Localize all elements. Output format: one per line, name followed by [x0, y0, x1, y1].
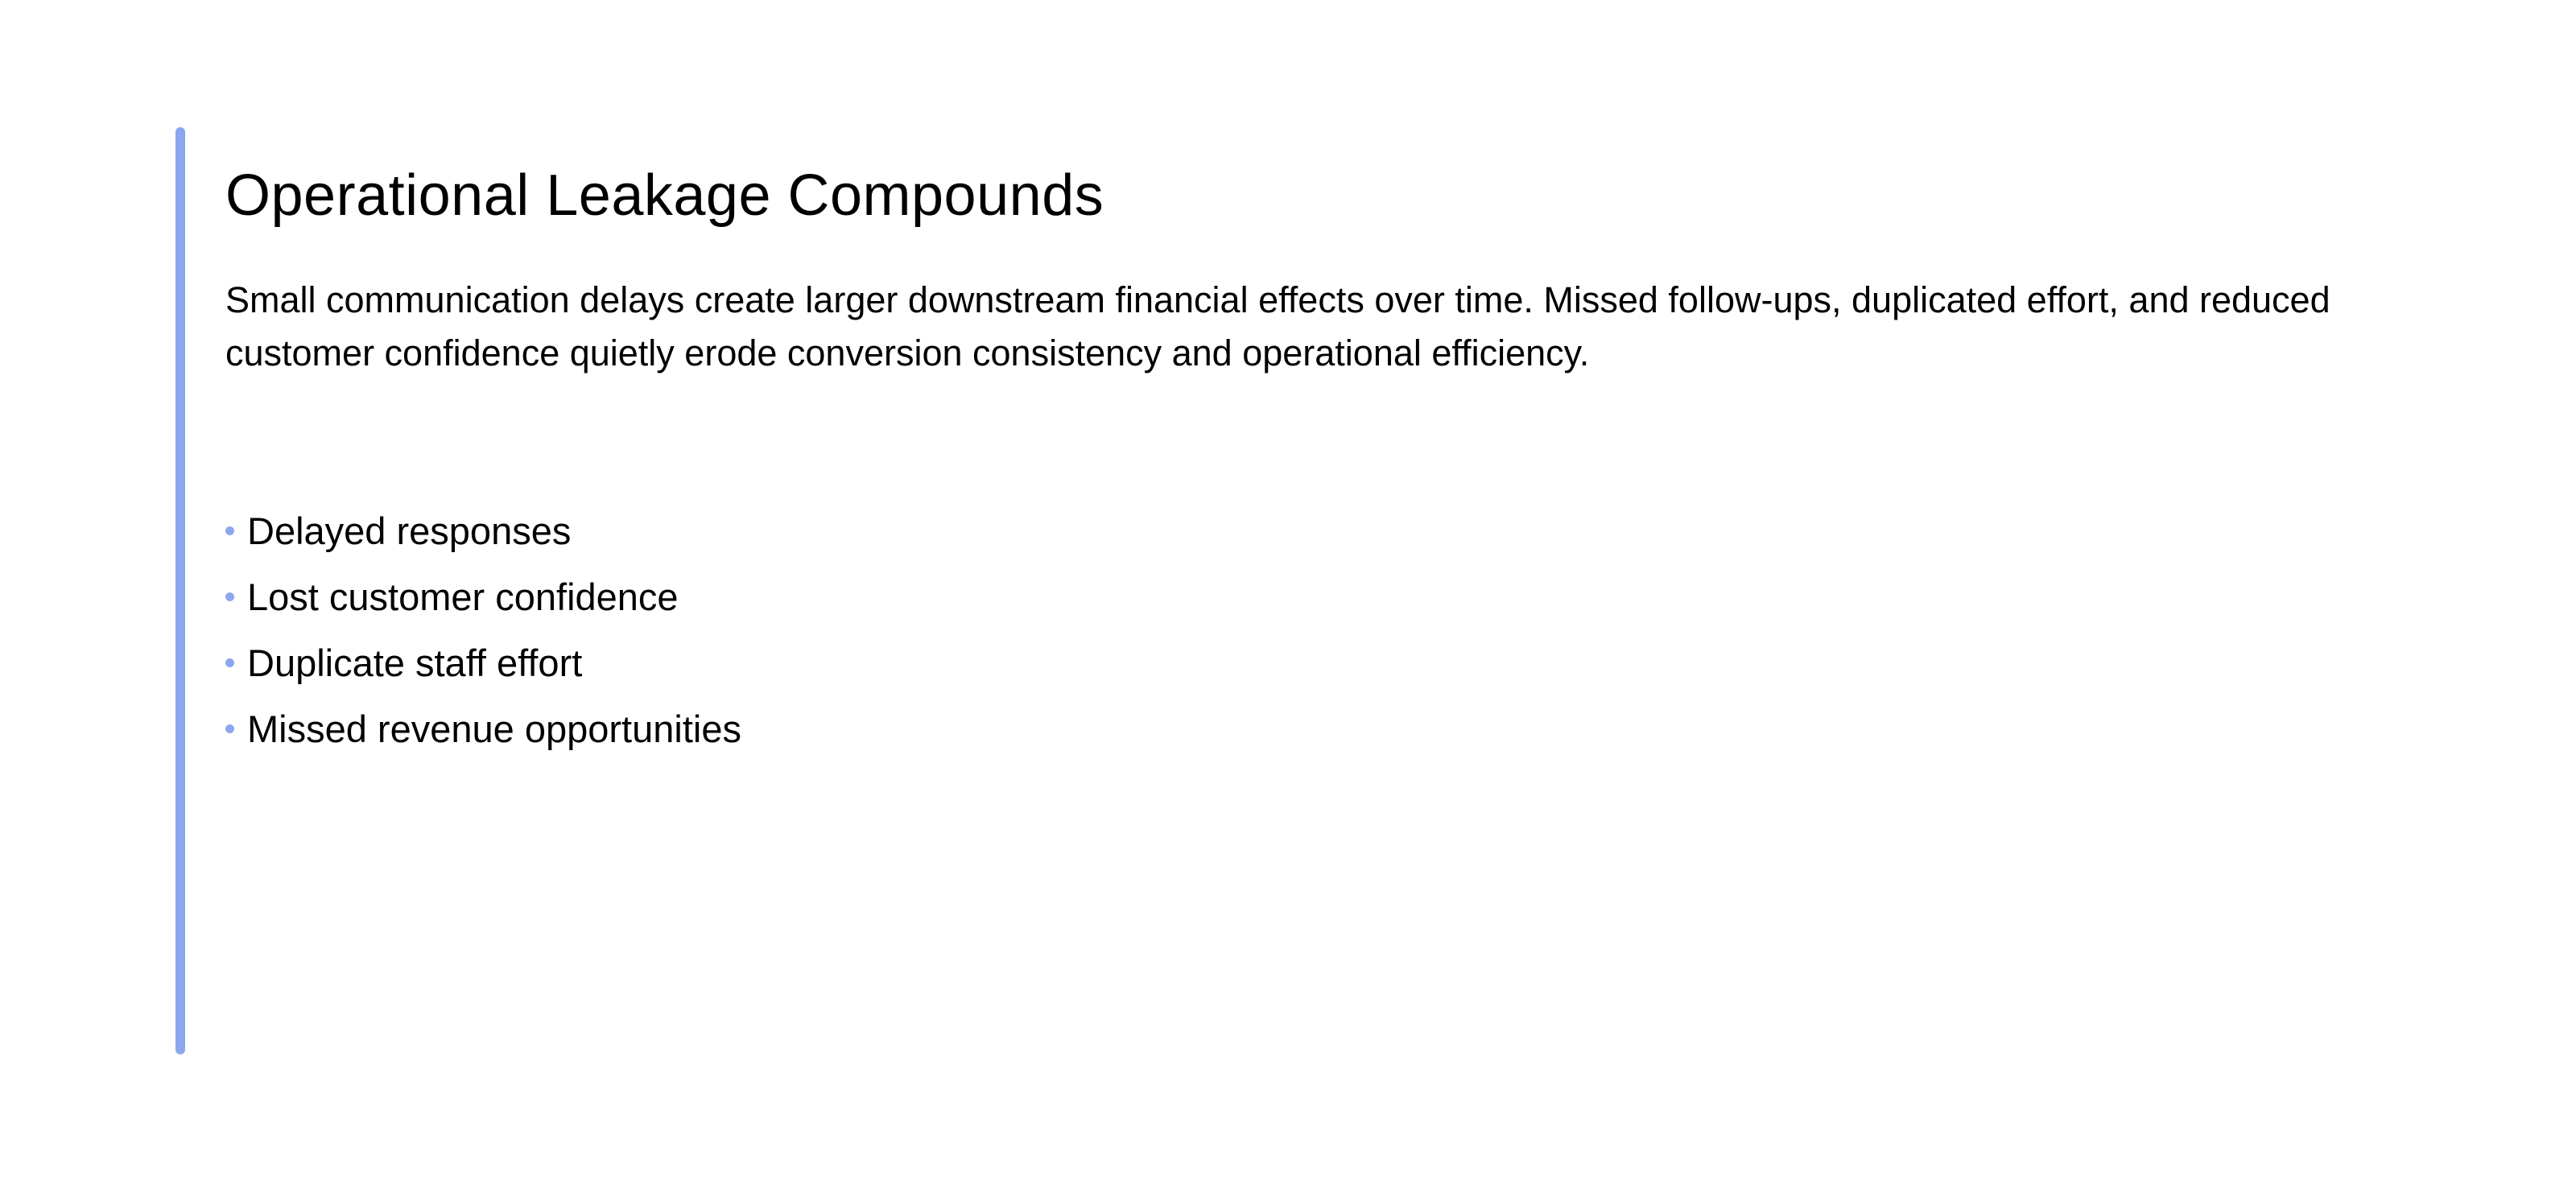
bullet-label: Missed revenue opportunities: [247, 707, 741, 750]
slide-body: Small communication delays create larger downstream financial effects over time. Missed follow-ups, duplicated effort, and reduced customer confidence quietly erode conversion consistency and operational efficiency.: [225, 279, 2330, 373]
bullet-dot-icon: [225, 592, 234, 601]
slide-card: [175, 127, 2429, 1054]
bullet-item: [225, 497, 741, 563]
bullet-label: Duplicate staff effort: [247, 641, 583, 684]
bullet-item: [225, 629, 741, 695]
bullet-label: Delayed responses: [247, 509, 572, 552]
bullet-item: [225, 695, 741, 761]
bullet-list: [225, 497, 741, 761]
bullet-label: Lost customer confidence: [247, 575, 679, 618]
slide-title: Operational Leakage Compounds: [225, 163, 1104, 228]
bullet-item: [225, 563, 741, 629]
bullet-dot-icon: [225, 724, 234, 733]
bullet-dot-icon: [225, 658, 234, 667]
accent-bar: [175, 127, 185, 1054]
bullet-dot-icon: [225, 526, 234, 535]
